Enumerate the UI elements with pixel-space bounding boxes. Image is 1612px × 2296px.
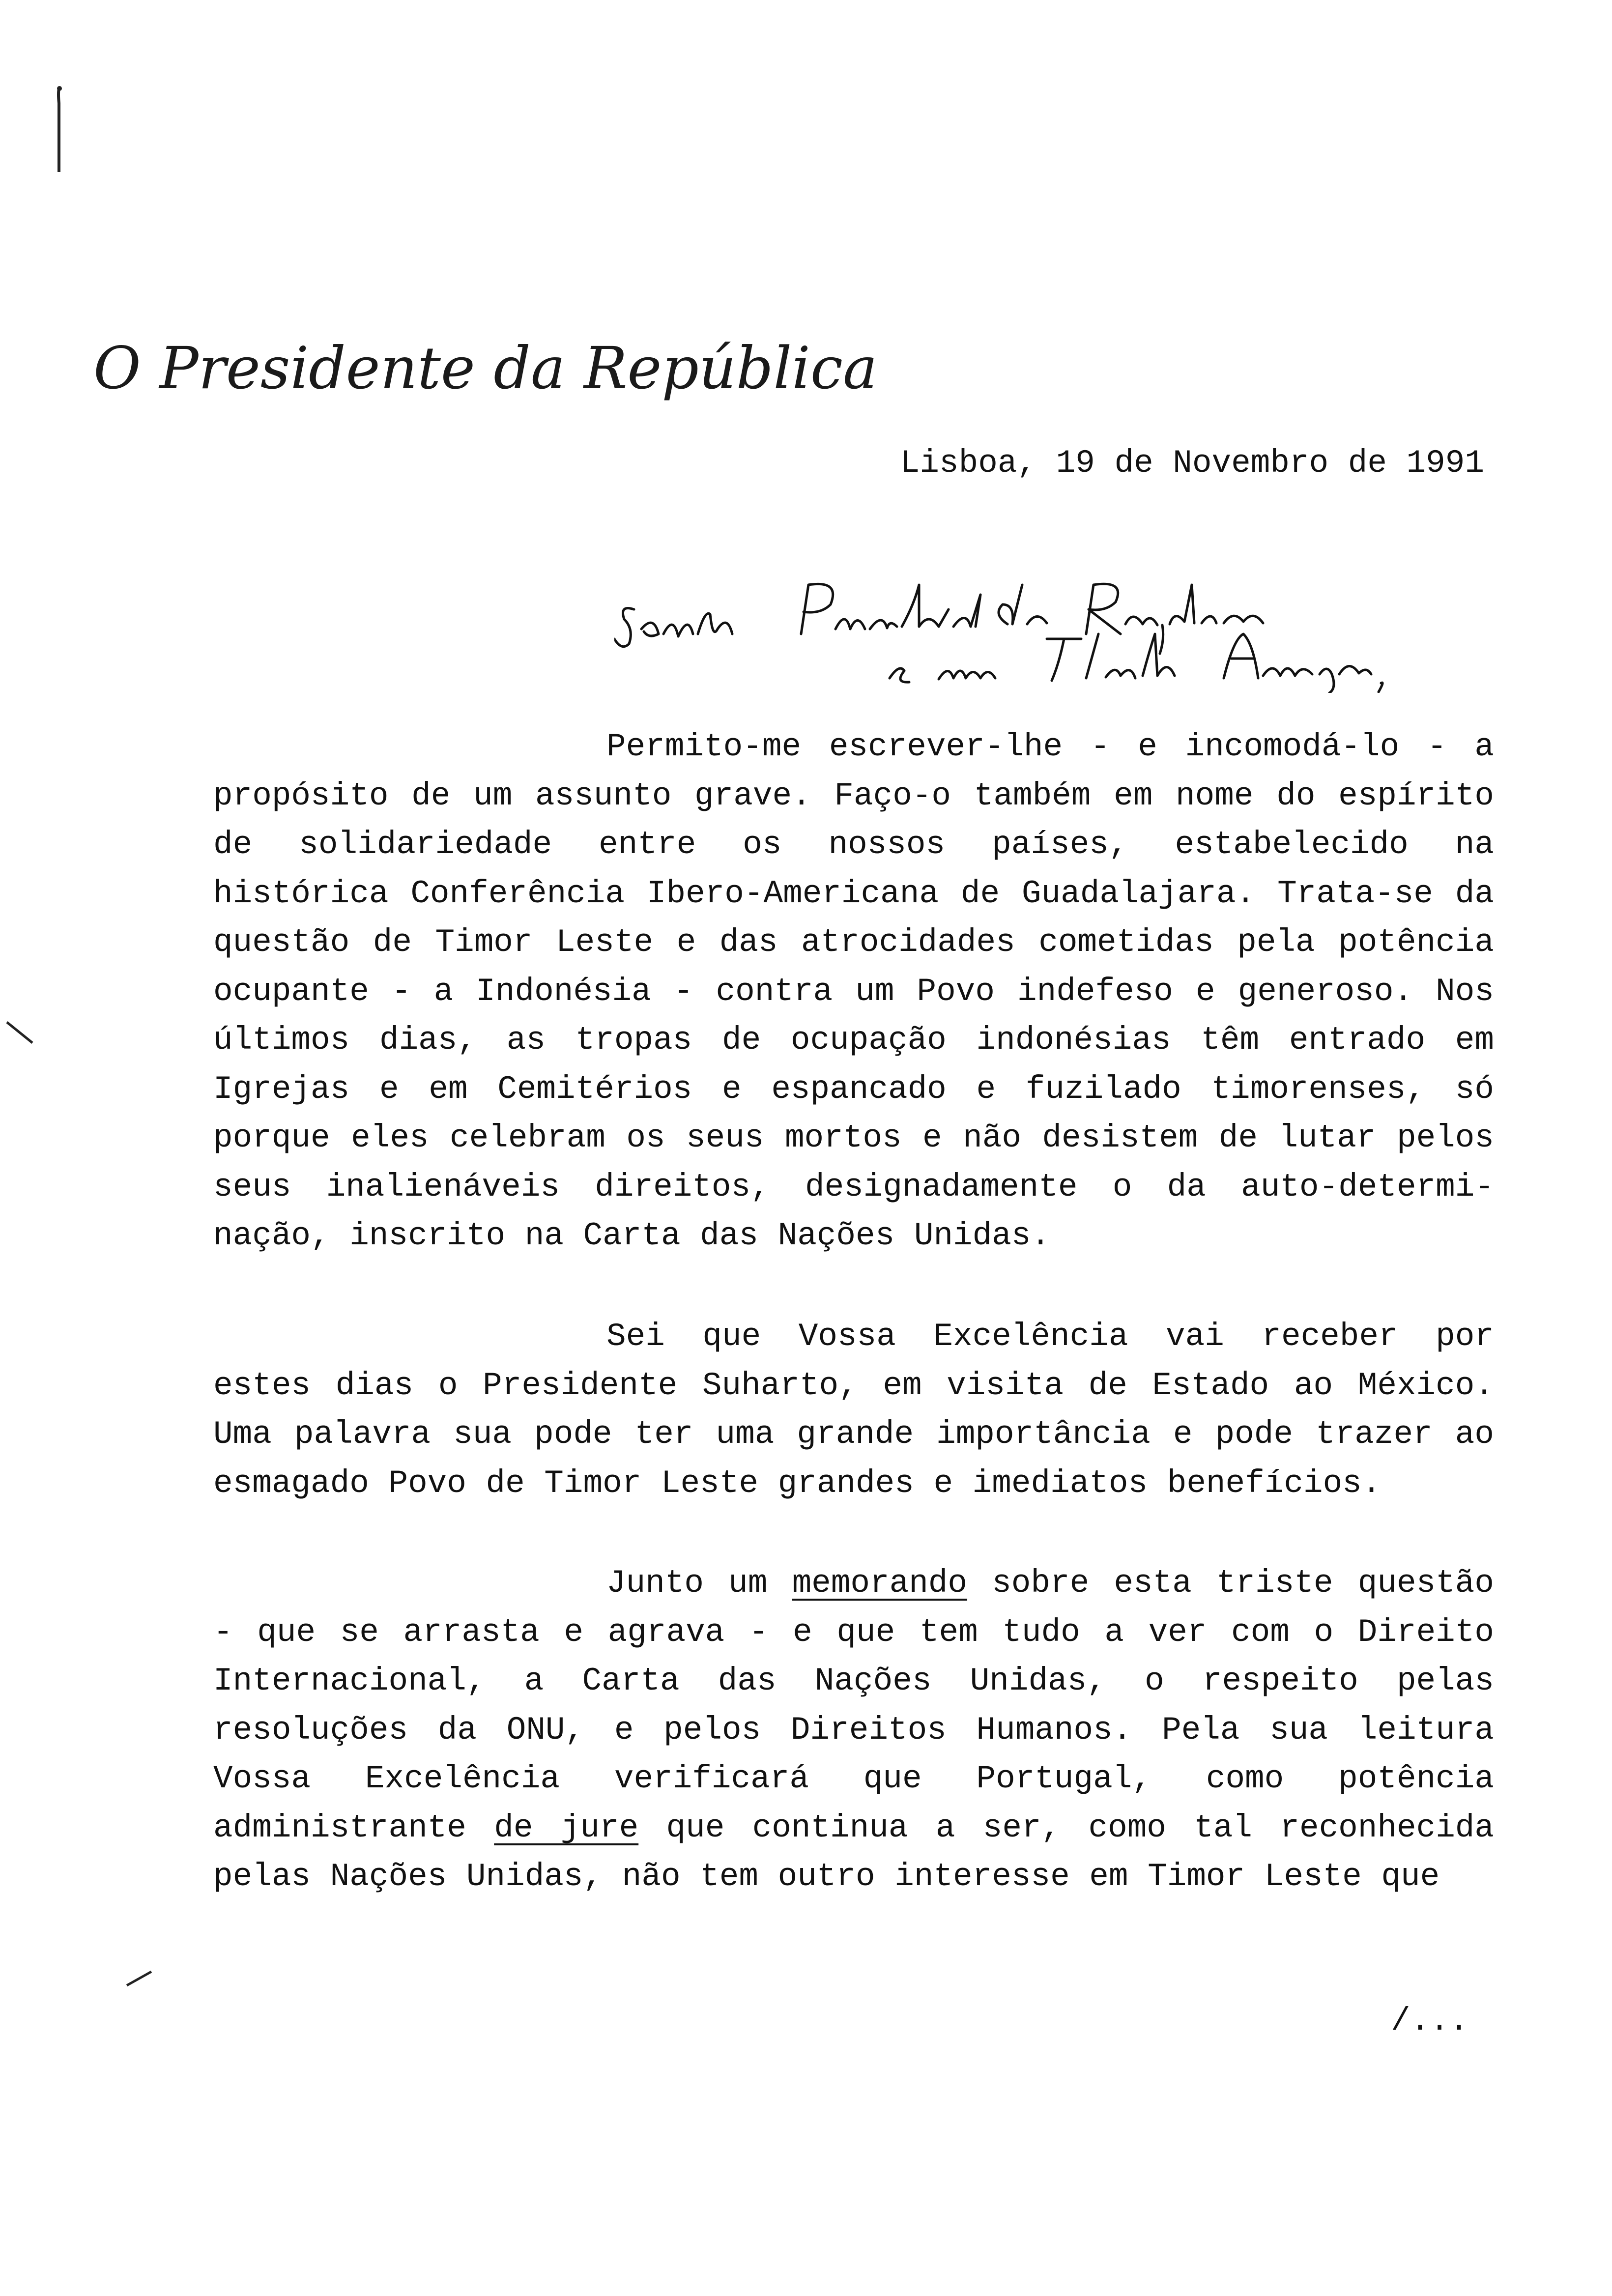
letter-paragraph-1: Permito-me escrever-lhe - e incomodá-lo - a propósito de um assunto grave. Faço-o também em nome do espírito de solidariedade entre os nossos países, estabelecido na histórica Conferência Ibero-Americana de Guadalajara. Trata-se da questão de Timor Leste e das atrocidades cometidas pela potência ocupante - a Indonésia - contra um Povo indefeso e generoso. Nos últimos dias, as tropas de ocupação indonésias têm entrado em Igrejas e em Cemitérios e espancado e fuzilado timorenses, só porque eles celebram os seus mortos e não desistem de lutar pelos seus inalienáveis direitos, designadamente o da auto-determi-nação, inscrito na Carta das Nações Unidas. (213, 728, 1494, 1254)
margin-dash-mark (4, 1017, 38, 1052)
letter-date: Lisboa, 19 de Novembro de 1991 (900, 445, 1484, 482)
letter-paragraph-2: Sei que Vossa Excelência vai receber por estes dias o Presidente Suharto, em visita de Estado ao México. Uma palavra sua pode ter uma grande importância e pode trazer ao esmagado Povo de Timor Leste grandes e imediatos benefícios. (213, 1318, 1494, 1502)
page-continuation-marker: /... (1391, 2003, 1469, 2039)
de-jure-underlined: de jure (494, 1809, 639, 1846)
handwritten-salutation (614, 565, 1450, 693)
letter-paragraph-3: Junto um memorando sobre esta triste questão - que se arrasta e agrava - e que tem tudo a ver com o Direito Internacional, a Carta das Nações Unidas, o respeito pelas resoluções da ONU, e pelos Direitos Humanos. Pela sua leitura Vossa Excelência verificará que Portugal, como potência administrante de jure que continua a ser, como tal reconhecida pelas Nações Unidas, não tem outro interesse em Timor Leste que (213, 1565, 1495, 1895)
margin-dash-mark (123, 1966, 157, 1990)
margin-tick-mark (44, 74, 74, 187)
memorando-underlined: memorando (792, 1565, 968, 1602)
letterhead-title: O Presidente da República (93, 334, 878, 402)
